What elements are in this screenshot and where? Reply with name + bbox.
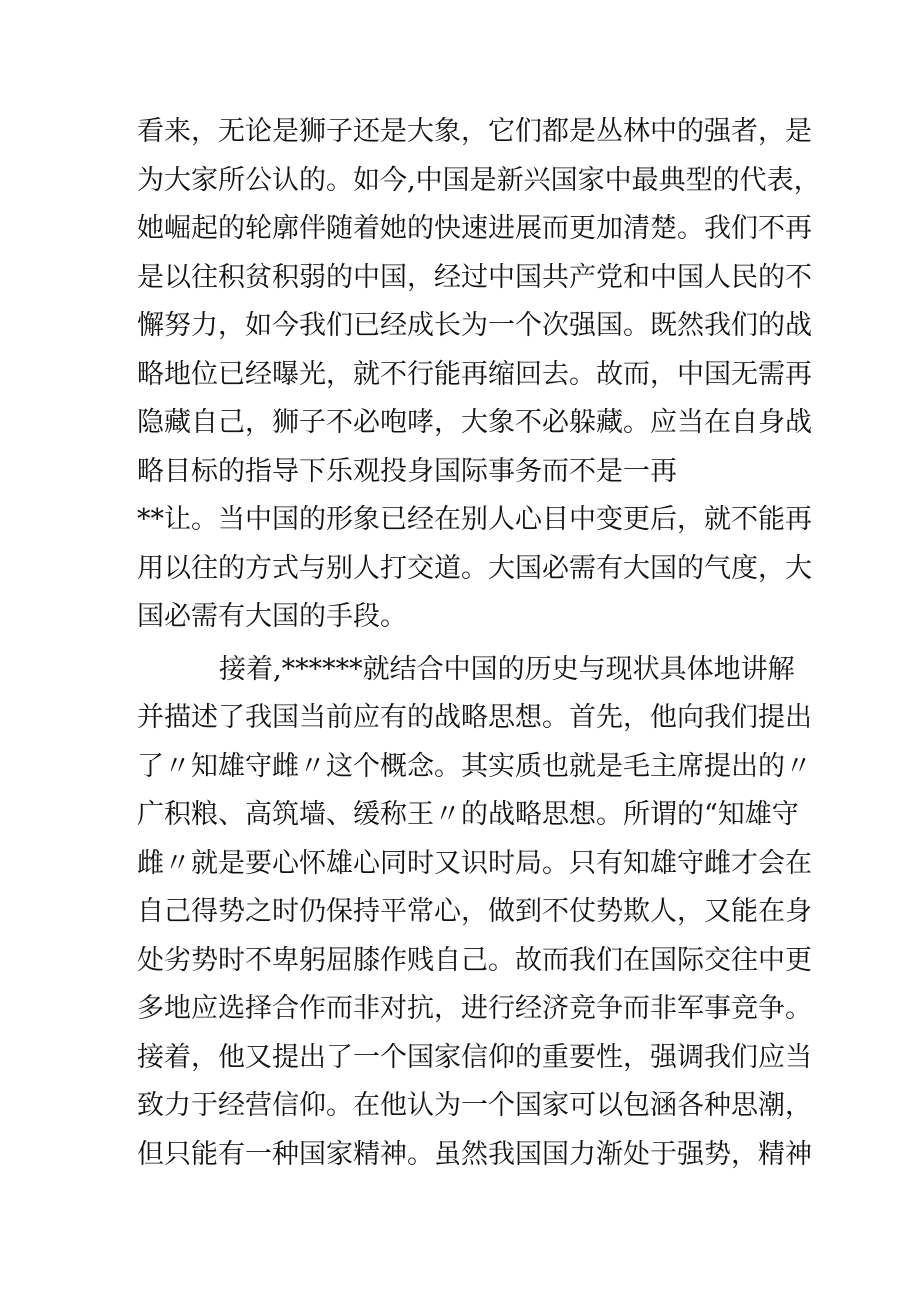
paragraph-2 (137, 646, 812, 1180)
text-line: 懈努力，如今我们已经成长为一个次强国。既然我们的战 (137, 310, 812, 341)
text-line: 看来，无论是狮子还是大象，它们都是丛林中的强者，是 (137, 116, 812, 147)
paragraph-1 (137, 108, 821, 642)
text-line: 她崛起的轮廓伴随着她的快速进展而更加清楚。我们不再 (137, 213, 812, 244)
text-line: 广积粮、高筑墙、缓称王〃的战略思想。所谓的“知雄守 (137, 799, 799, 830)
text-line: 了〃知雄守雌〃这个概念。其实质也就是毛主席提出的〃 (137, 750, 812, 782)
text-line: **让。当中国的形象已经在别人心目中变更后，就不能再 (137, 504, 812, 535)
text-line: 国必需有大国的手段。 (137, 601, 407, 632)
text-line: 自己得势之时仍保持平常心，做到不仗势欺人，又能在身 (137, 896, 812, 927)
text-line: 隐藏自己，狮子不必咆哮，大象不必躲藏。应当在自身战 (137, 407, 812, 438)
text-line: 但只能有一种国家精神。虽然我国国力渐处于强势，精神 (137, 1138, 812, 1170)
text-line: 致力于经营信仰。在他认为一个国家可以包涵各种思潮， (137, 1090, 812, 1121)
text-line: 接着，他又提出了一个国家信仰的重要性，强调我们应当 (137, 1041, 812, 1073)
text-line: 雌〃就是要心怀雄心同时又识时局。只有知雄守雌才会在 (137, 847, 812, 879)
text-line: 是以往积贫积弱的中国，经过中国共产党和中国人民的不 (137, 261, 812, 293)
text-line: 略目标的指导下乐观投身国际事务而不是一再 (137, 455, 677, 487)
text-line: 用以往的方式与别人打交道。大国必需有大国的气度，大 (137, 552, 812, 584)
text-line: 并描述了我国当前应有的战略思想。首先，他向我们提出 (137, 702, 812, 733)
text-line: 为大家所公认的。如今,中国是新兴国家中最典型的代表， (137, 164, 821, 196)
text-line: 处劣势时不卑躬屈膝作贱自己。故而我们在国际交往中更 (137, 944, 812, 976)
text-line: 略地位已经曝光，就不行能再缩回去。故而，中国无需再 (137, 358, 812, 390)
text-line: 接着,******就结合中国的历史与现状具体地讲解 (219, 653, 795, 685)
document-body (137, 108, 821, 1179)
text-line: 多地应选择合作而非对抗，进行经济竞争而非军事竞争。 (137, 993, 812, 1024)
